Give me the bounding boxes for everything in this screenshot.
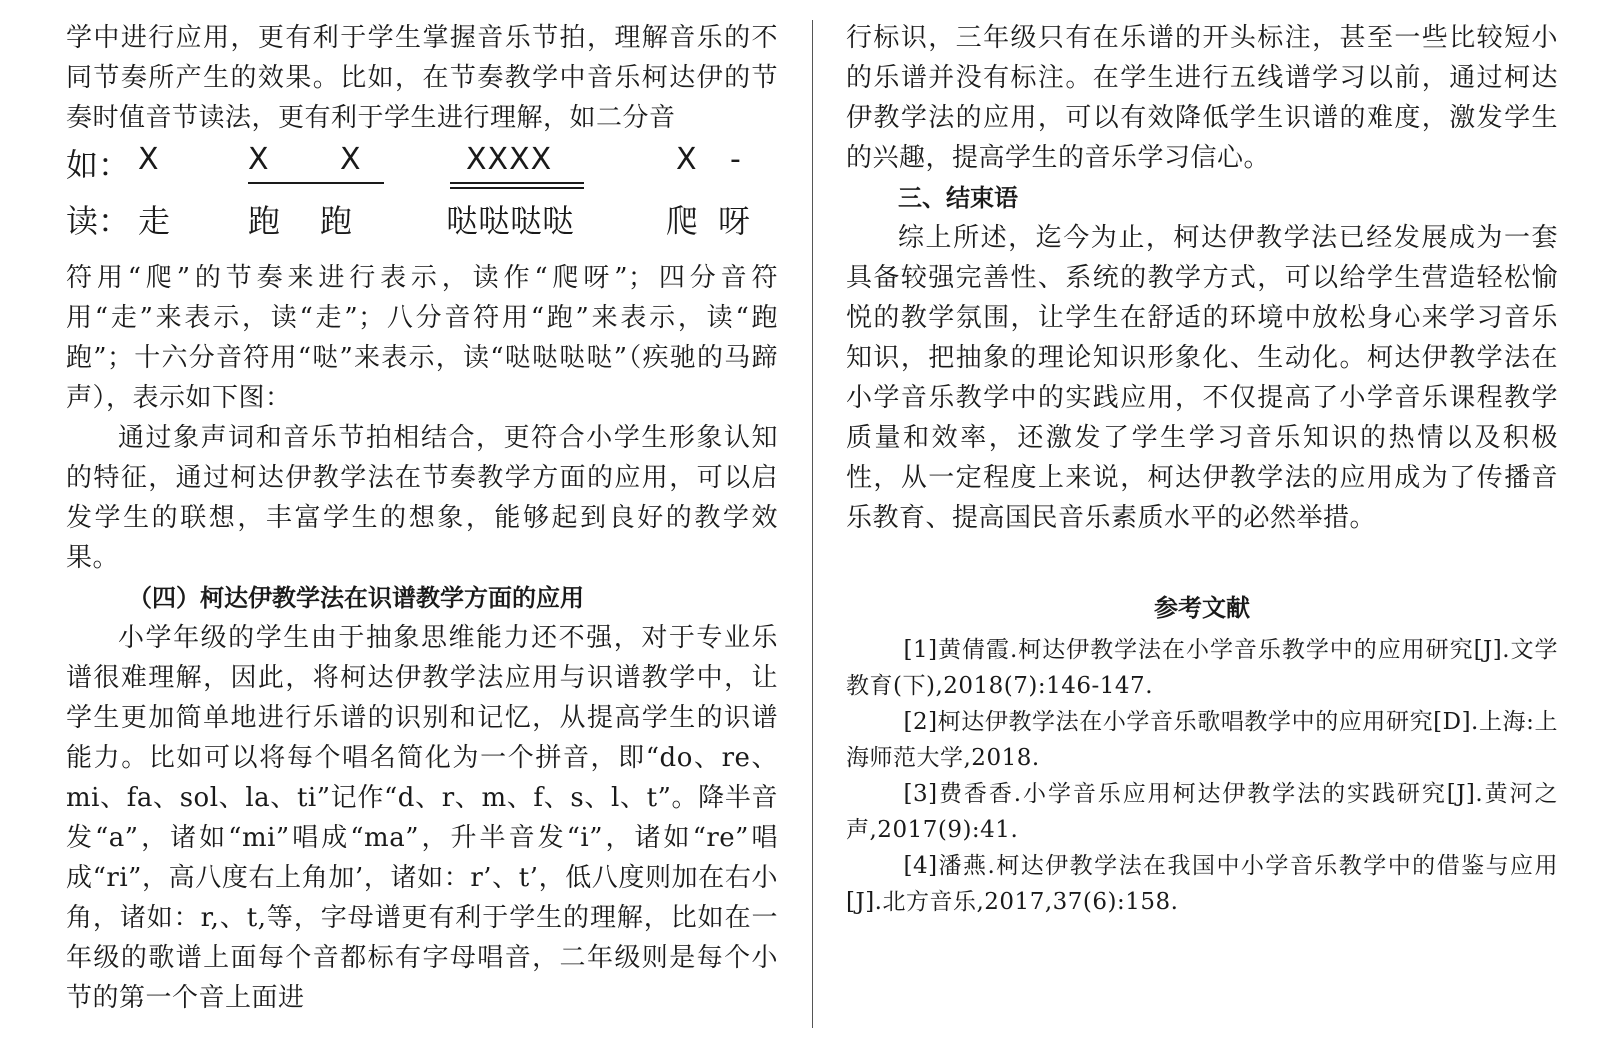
- du-label: 读：: [66, 202, 131, 240]
- note-eighth-1: X: [248, 142, 270, 177]
- rhythm-figure: [66, 138, 778, 258]
- right-column: [846, 18, 1558, 920]
- read-pao-2: 跑: [320, 202, 353, 240]
- subsection-heading-4: （四）柯达伊教学法在识谱教学方面的应用: [128, 584, 584, 612]
- eighth-beam: [248, 182, 384, 184]
- read-zou: 走: [138, 202, 171, 240]
- left-paragraph-4: 小学年级的学生由于抽象思维能力还不强，对于专业乐谱很难理解，因此，将柯达伊教学法应用与识谱教学中，让学生更加简单地进行乐谱的识别和记忆，从提高学生的识谱能力。比如可以将每个唱名简化为一个拼音，即“do、re、mi、fa、sol、la、ti”记作“d、r、m、f、s、l、t”。降半音发“a”，诸如“mi”唱成“ma”，升半音发“i”，诸如“re”唱成“ri”，高八度右上角加’，诸如：r’、t’，低八度则加在右小角，诸如：r,、t,等，字母谱更有利于学生的理解，比如在一年级的歌谱上面每个音都标有字母唱音，二年级则是每个小节的第一个音上面进: [66, 623, 778, 1013]
- note-half: X: [138, 142, 160, 177]
- reference-2: [2]柯达伊教学法在小学音乐歌唱教学中的应用研究[D].上海:上海师范大学,2018.: [846, 709, 1558, 771]
- note-eighth-2: X: [340, 142, 362, 177]
- right-paragraph-2: 综上所述，迄今为止，柯达伊教学法已经发展成为一套具备较强完善性、系统的教学方式，可以给学生营造轻松愉悦的教学氛围，让学生在舒适的环境中放松身心来学习音乐知识，把抽象的理论知识形象化、生动化。柯达伊教学法在小学音乐教学中的实践应用，不仅提高了小学音乐课程教学质量和效率，还激发了学生学习音乐知识的热情以及积极性，从一定程度上来说，柯达伊教学法的应用成为了传播音乐教育、提高国民音乐素质水平的必然举措。: [846, 223, 1558, 533]
- reference-3: [3]费香香.小学音乐应用柯达伊教学法的实践研究[J].黄河之声,2017(9):41.: [846, 781, 1558, 843]
- read-ya: 呀: [718, 202, 751, 240]
- note-quarter: X: [676, 142, 698, 177]
- note-dash: -: [730, 142, 742, 177]
- reference-4: [4]潘燕.柯达伊教学法在我国中小学音乐教学中的借鉴与应用[J].北方音乐,2017,37(6):158.: [846, 853, 1558, 915]
- note-sixteenth-group: XXXX: [466, 142, 553, 177]
- ru-label: 如：: [66, 146, 131, 184]
- read-pa: 爬: [666, 202, 699, 240]
- sixteenth-beam-2: [450, 187, 584, 189]
- reference-1: [1]黄倩霞.柯达伊教学法在小学音乐教学中的应用研究[J].文学教育(下),2018(7):146-147.: [846, 637, 1558, 699]
- right-paragraph-1: 行标识，三年级只有在乐谱的开头标注，甚至一些比较短小的乐谱并没有标注。在学生进行五线谱学习以前，通过柯达伊教学法的应用，可以有效降低学生识谱的难度，激发学生的兴趣，提高学生的音乐学习信心。: [846, 23, 1558, 173]
- left-column: [66, 18, 778, 1018]
- read-dadadada: 哒哒哒哒: [446, 202, 575, 240]
- references-title: 参考文献: [1154, 594, 1250, 622]
- left-paragraph-3: 通过象声词和音乐节拍相结合，更符合小学生形象认知的特征，通过柯达伊教学法在节奏教学方面的应用，可以启发学生的联想，丰富学生的想象，能够起到良好的教学效果。: [66, 423, 778, 573]
- left-paragraph-2: 符用“爬”的节奏来进行表示，读作“爬呀”；四分音符用“走”来表示，读“走”；八分音符用“跑”来表示，读“跑跑”；十六分音符用“哒”来表示，读“哒哒哒哒”（疾驰的马蹄声），表示如下图：: [66, 263, 778, 413]
- read-pao-1: 跑: [248, 202, 281, 240]
- column-divider: [812, 20, 813, 1028]
- section-heading-conclusion: 三、结束语: [898, 184, 1018, 212]
- sixteenth-beam-1: [450, 182, 584, 184]
- left-paragraph-1: 学中进行应用，更有利于学生掌握音乐节拍，理解音乐的不同节奏所产生的效果。比如，在节奏教学中音乐柯达伊的节奏时值音节读法，更有利于学生进行理解，如二分音: [66, 23, 778, 133]
